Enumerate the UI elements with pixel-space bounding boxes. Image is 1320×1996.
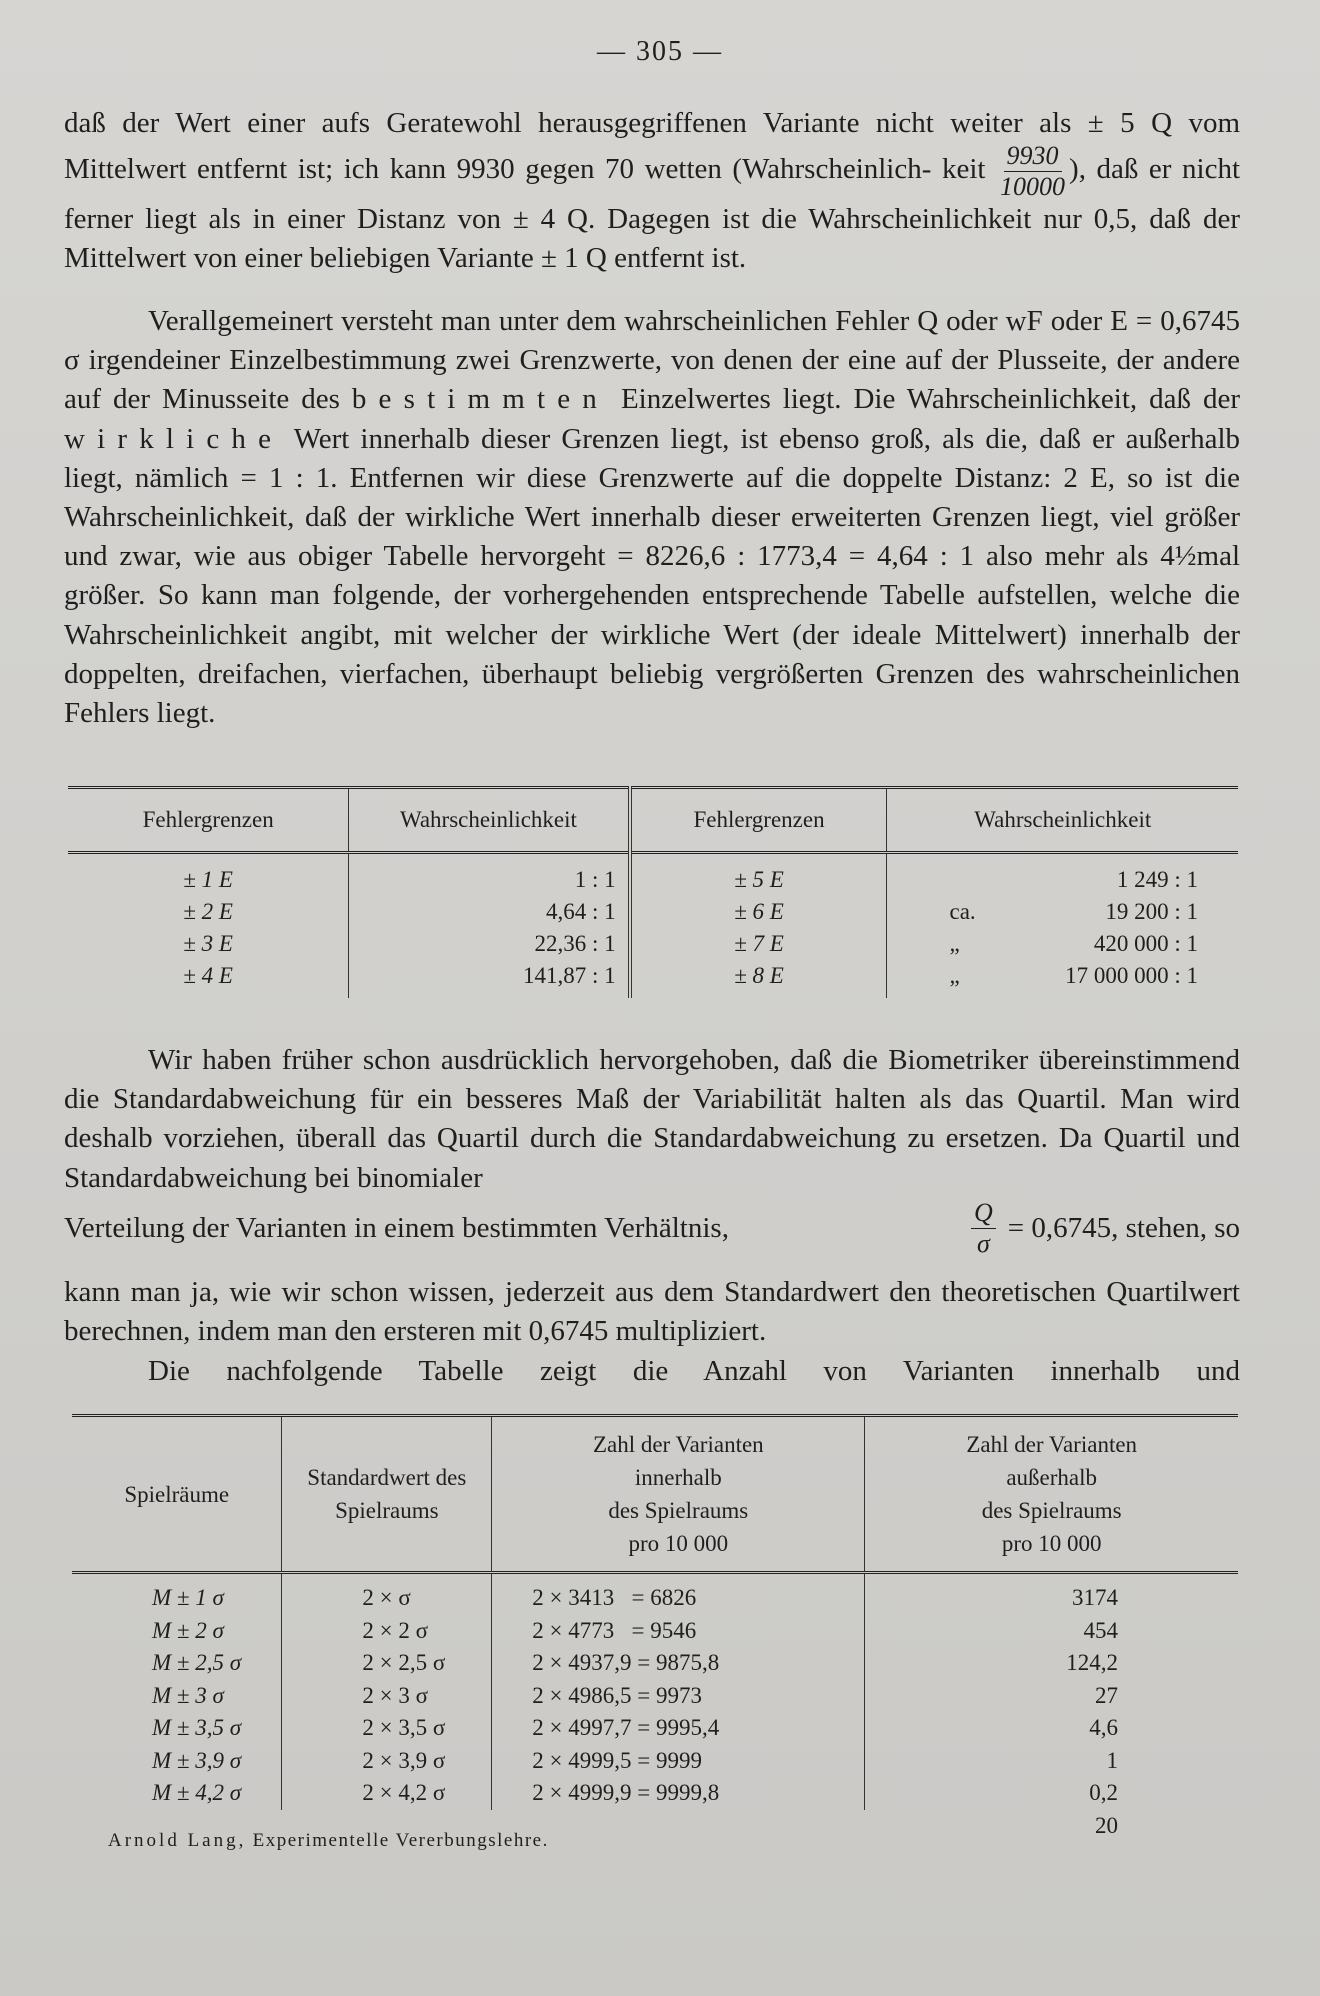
header-line: pro 10 000 — [628, 1531, 729, 1556]
ausserhalb-cell: 1 — [1106, 1747, 1118, 1773]
innerhalb-cell: 2 × 4997,7 = 9995,4 — [492, 1712, 865, 1745]
fraction-q-sigma — [971, 1200, 996, 1257]
spaced-word-wirkliche: wirkliche — [64, 422, 284, 455]
fraction-9930-10000 — [1000, 143, 1065, 200]
table-row — [72, 1712, 1238, 1745]
spielraum-cell: M ± 2,5 σ — [72, 1647, 282, 1680]
paragraph-1 — [64, 104, 1240, 279]
wahrscheinlichkeit-cell: 4,64 : 1 — [349, 896, 630, 928]
col-header-spielraeume: Spielräume — [72, 1416, 282, 1573]
ausserhalb-cell: 454 — [1083, 1617, 1118, 1643]
standardwert-cell: 2 × 3 σ — [282, 1680, 492, 1713]
paragraph-3-formula-line — [64, 1200, 1240, 1257]
page-number: — 305 — — [597, 36, 723, 67]
paragraph-3-text-a: Wir haben früher schon ausdrücklich hervorgehoben, daß die Biometriker übereinstimmend die Standardabweichung für ein besseres Maß der Variabilität halten als das Quartil. Man wird deshalb vorziehen, überall das Quartil durch die Standardabweichung zu ersetzen. Da Quartil und Standardabweichung bei binomialer — [64, 1044, 1240, 1194]
spielraum-cell: M ± 4,2 σ — [72, 1777, 282, 1810]
paragraph-2 — [64, 302, 1240, 733]
paragraph-1-text-b-post: ), daß er nicht ferner liegt als in einer Distanz von ± 4 Q. Dagegen ist die Wahrscheinlichkeit nur 0,5, daß der Mittelwert von einer beliebigen Variante ± 1 Q entfernt ist. — [64, 153, 1241, 275]
prefix-label: „ — [949, 963, 960, 988]
paragraph-1-text-a: daß der Wert einer aufs Geratewohl herausgegriffenen Variante nicht weiter als ± 5 Q vom Mittelwert entfernt ist; ich kann 9930 gegen 70 wetten (Wahrscheinlich- — [64, 107, 1240, 186]
table-header-row — [68, 788, 1238, 853]
innerhalb-cell: 2 × 4999,5 = 9999 — [492, 1745, 865, 1778]
paragraph-1-text-b-pre: keit — [941, 153, 986, 186]
col-header-wahrscheinlichkeit-1: Wahrscheinlichkeit — [349, 788, 630, 853]
table-row — [72, 1680, 1238, 1713]
wahrscheinlichkeit-cell: 1 : 1 — [349, 853, 630, 897]
fehlergrenze-cell: ± 2 E — [68, 896, 349, 928]
table-row — [68, 928, 1238, 960]
paragraph-2-text-c: Einzelwertes liegt. Die Wahrscheinlichkeit, daß der — [620, 383, 1240, 416]
footer-author: Arnold Lang, — [108, 1830, 247, 1851]
innerhalb-cell: 2 × 4999,9 = 9999,8 — [492, 1777, 865, 1810]
standardwert-cell: 2 × 4,2 σ — [282, 1777, 492, 1810]
spaced-word-bestimmten: bestimmten — [351, 383, 609, 416]
paragraph-4-text: Die nachfolgende Tabelle zeigt die Anzahl von Varianten innerhalb und — [148, 1355, 1240, 1387]
header-line: Zahl der Varianten — [592, 1432, 764, 1457]
header-line: Spielraums — [335, 1498, 439, 1523]
fehlergrenze-cell: ± 6 E — [630, 896, 887, 928]
standardwert-cell: 2 × 2 σ — [282, 1615, 492, 1648]
table-header-row — [72, 1416, 1238, 1573]
header-line: innerhalb — [634, 1465, 722, 1490]
paragraph-2-text-e: Wert innerhalb dieser Grenzen liegt, ist ebenso groß, als die, daß er außerhalb liegt, nämlich = 1 : 1. Entfernen wir diese Grenzwerte auf die doppelte Distanz: 2 E, so ist die Wahrscheinlichkeit, daß der wirkliche Wert innerhalb dieser erweiterten Grenzen liegt, viel größer und zwar, wie aus obiger Tabelle hervorgeht = 8226,6 : 1773,4 = 4,64 : 1 also mehr als 4½mal größer. So kann man folgende, der vorhergehenden entsprechende Tabelle aufstellen, welche die Wahrscheinlichkeit angibt, mit welcher der wirkliche Wert (der ideale Mittelwert) innerhalb der doppelten, dreifachen, vierfachen, überhaupt beliebig vergrößerten Grenzen des wahrscheinlichen Fehlers liegt. — [64, 422, 1240, 730]
fehlergrenze-cell: ± 4 E — [68, 960, 349, 998]
value-label: 1 249 : 1 — [1116, 867, 1198, 892]
ausserhalb-cell: 27 — [1095, 1682, 1118, 1708]
wahrscheinlichkeit-cell: 22,36 : 1 — [349, 928, 630, 960]
header-line: Zahl der Varianten — [966, 1432, 1138, 1457]
table-row — [72, 1573, 1238, 1615]
ausserhalb-cell: 124,2 — [1066, 1650, 1118, 1676]
ausserhalb-cell: 4,6 — [1089, 1715, 1118, 1741]
header-line: außerhalb — [1006, 1465, 1098, 1490]
spielraum-cell: M ± 2 σ — [72, 1615, 282, 1648]
paragraph-3-continuation — [64, 1273, 1240, 1351]
fehlergrenze-cell: ± 3 E — [68, 928, 349, 960]
prefix-label: ca. — [949, 899, 976, 924]
standardwert-cell: 2 × 3,9 σ — [282, 1745, 492, 1778]
ausserhalb-extra-cell: 20 — [1095, 1812, 1118, 1838]
header-line: des Spielraums — [981, 1498, 1122, 1523]
innerhalb-cell: 2 × 4773 = 9546 — [492, 1615, 865, 1648]
header-line: pro 10 000 — [1001, 1531, 1102, 1556]
header-line: des Spielraums — [608, 1498, 749, 1523]
innerhalb-cell: 2 × 4937,9 = 9875,8 — [492, 1647, 865, 1680]
ausserhalb-cell: 0,2 — [1089, 1780, 1118, 1806]
spielraum-cell: M ± 3,9 σ — [72, 1745, 282, 1778]
fehlergrenze-cell: ± 7 E — [630, 928, 887, 960]
footer-signature — [108, 1830, 549, 1852]
col-header-innerhalb — [492, 1416, 865, 1573]
paragraph-2-text-a: Verallgemeinert versteht man unter dem wahrscheinlichen Fehler Q oder wF oder E = 0,6745 σ irgendeiner Einzelbestimmung zwei Grenzwerte, von denen der eine auf der Plusseite, der andere auf der Minusseite des — [64, 305, 1240, 416]
standardwert-cell: 2 × 3,5 σ — [282, 1712, 492, 1745]
table-row — [72, 1647, 1238, 1680]
col-header-wahrscheinlichkeit-2: Wahrscheinlichkeit — [974, 807, 1152, 832]
innerhalb-cell: 2 × 4986,5 = 9973 — [492, 1680, 865, 1713]
probability-table — [68, 786, 1238, 998]
fraction-numerator: Q — [971, 1200, 996, 1229]
fraction-denominator: 10000 — [1000, 172, 1066, 202]
spielraum-cell: M ± 3,5 σ — [72, 1712, 282, 1745]
value-label: 420 000 : 1 — [1093, 931, 1198, 956]
ausserhalb-cell: 3174 — [1072, 1585, 1118, 1611]
wahrscheinlichkeit-cell — [887, 896, 1238, 928]
table-row — [68, 960, 1238, 998]
variants-table — [72, 1414, 1238, 1842]
spielraum-cell: M ± 1 σ — [72, 1573, 282, 1615]
paragraph-3-text-b-post: = 0,6745, stehen, so — [1007, 1211, 1240, 1244]
header-line: Standardwert des — [307, 1465, 467, 1490]
fehlergrenze-cell: ± 5 E — [630, 853, 887, 897]
table-row — [68, 853, 1238, 897]
value-label: 19 200 : 1 — [1105, 899, 1198, 924]
innerhalb-cell: 2 × 3413 = 6826 — [492, 1573, 865, 1615]
formula-group — [967, 1200, 1240, 1257]
wahrscheinlichkeit-cell — [887, 853, 1238, 897]
col-header-ausserhalb — [865, 1416, 1238, 1573]
wahrscheinlichkeit-cell — [887, 928, 1238, 960]
footer-title: Experimentelle Vererbungslehre. — [252, 1830, 549, 1851]
wahrscheinlichkeit-cell — [887, 960, 1238, 998]
standardwert-cell: 2 × σ — [282, 1573, 492, 1615]
standardwert-cell: 2 × 2,5 σ — [282, 1647, 492, 1680]
paragraph-3 — [64, 1041, 1240, 1198]
value-label: 17 000 000 : 1 — [1065, 963, 1198, 988]
paragraph-3-text-b-pre: Verteilung der Varianten in einem bestimmten Verhältnis, — [64, 1211, 729, 1244]
col-header-fehlergrenzen-2: Fehlergrenzen — [630, 788, 887, 853]
table-row — [72, 1745, 1238, 1778]
fraction-denominator: σ — [976, 1229, 990, 1258]
spielraum-cell: M ± 3 σ — [72, 1680, 282, 1713]
fehlergrenze-cell: ± 8 E — [630, 960, 887, 998]
fraction-numerator: 9930 — [1004, 143, 1062, 172]
prefix-label: „ — [949, 931, 960, 956]
table-row — [72, 1615, 1238, 1648]
col-header-fehlergrenzen-1: Fehlergrenzen — [68, 788, 349, 853]
paragraph-4 — [64, 1352, 1240, 1391]
table-row — [68, 896, 1238, 928]
fehlergrenze-cell: ± 1 E — [68, 853, 349, 897]
wahrscheinlichkeit-cell: 141,87 : 1 — [349, 960, 630, 998]
paragraph-3-text-c: kann man ja, wie wir schon wissen, jederzeit aus dem Standardwert den theoretischen Quartilwert berechnen, indem man den ersteren mit 0,6745 multipliziert. — [64, 1276, 1240, 1348]
col-header-standardwert — [282, 1416, 492, 1573]
table-row — [72, 1777, 1238, 1810]
